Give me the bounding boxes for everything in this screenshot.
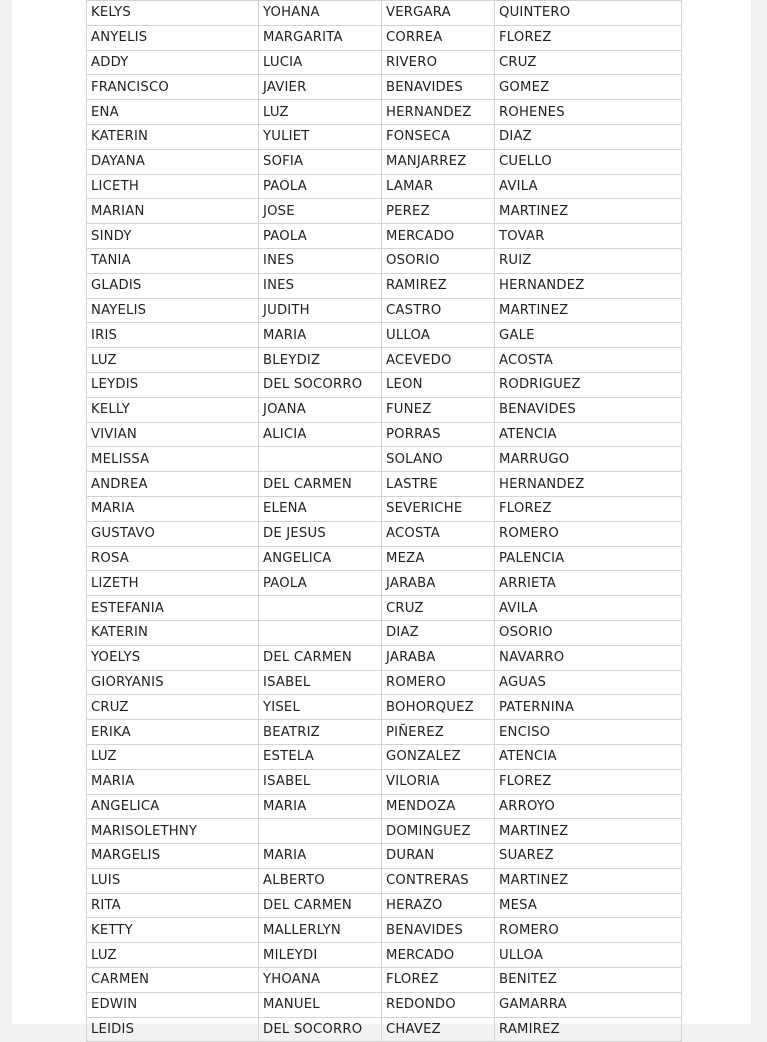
- table-row: [87, 521, 682, 546]
- table-row: [87, 248, 682, 273]
- table-row: [87, 397, 682, 422]
- table-row: [87, 124, 682, 149]
- first-name-cell: ROSA: [87, 546, 259, 571]
- second-surname-cell: PALENCIA: [495, 546, 682, 571]
- first-name-cell: IRIS: [87, 323, 259, 348]
- table-row: [87, 174, 682, 199]
- middle-name-cell: MALLERLYN: [259, 918, 382, 943]
- table-row: [87, 323, 682, 348]
- middle-name-cell: DEL SOCORRO: [259, 372, 382, 397]
- first-name-cell: VIVIAN: [87, 422, 259, 447]
- middle-name-cell: YOHANA: [259, 1, 382, 26]
- first-surname-cell: BENAVIDES: [382, 75, 495, 100]
- first-name-cell: ANYELIS: [87, 25, 259, 50]
- first-surname-cell: ACOSTA: [382, 521, 495, 546]
- first-surname-cell: SEVERICHE: [382, 496, 495, 521]
- table-row: [87, 744, 682, 769]
- table-row: [87, 571, 682, 596]
- second-surname-cell: MARTINEZ: [495, 819, 682, 844]
- second-surname-cell: AGUAS: [495, 670, 682, 695]
- table-row: [87, 1, 682, 26]
- middle-name-cell: INES: [259, 273, 382, 298]
- first-name-cell: ERIKA: [87, 720, 259, 745]
- table-row: [87, 992, 682, 1017]
- first-surname-cell: BENAVIDES: [382, 918, 495, 943]
- table-row: [87, 472, 682, 497]
- table-row: [87, 100, 682, 125]
- middle-name-cell: MARIA: [259, 844, 382, 869]
- first-surname-cell: LAMAR: [382, 174, 495, 199]
- second-surname-cell: ATENCIA: [495, 422, 682, 447]
- first-surname-cell: SOLANO: [382, 447, 495, 472]
- first-surname-cell: ACEVEDO: [382, 348, 495, 373]
- second-surname-cell: ROMERO: [495, 918, 682, 943]
- table-row: [87, 670, 682, 695]
- second-surname-cell: RAMIREZ: [495, 1017, 682, 1042]
- middle-name-cell: MARGARITA: [259, 25, 382, 50]
- middle-name-cell: MANUEL: [259, 992, 382, 1017]
- second-surname-cell: CRUZ: [495, 50, 682, 75]
- first-surname-cell: REDONDO: [382, 992, 495, 1017]
- first-name-cell: KATERIN: [87, 124, 259, 149]
- middle-name-cell: BLEYDIZ: [259, 348, 382, 373]
- first-surname-cell: BOHORQUEZ: [382, 695, 495, 720]
- middle-name-cell: ANGELICA: [259, 546, 382, 571]
- table-row: [87, 1017, 682, 1042]
- first-name-cell: ANDREA: [87, 472, 259, 497]
- table-row: [87, 372, 682, 397]
- middle-name-cell: JAVIER: [259, 75, 382, 100]
- middle-name-cell: [259, 819, 382, 844]
- middle-name-cell: YHOANA: [259, 968, 382, 993]
- first-name-cell: LICETH: [87, 174, 259, 199]
- middle-name-cell: ESTELA: [259, 744, 382, 769]
- first-surname-cell: CORREA: [382, 25, 495, 50]
- table-row: [87, 422, 682, 447]
- first-surname-cell: DURAN: [382, 844, 495, 869]
- second-surname-cell: OSORIO: [495, 620, 682, 645]
- second-surname-cell: GOMEZ: [495, 75, 682, 100]
- first-name-cell: LUIS: [87, 868, 259, 893]
- first-name-cell: RITA: [87, 893, 259, 918]
- first-name-cell: SINDY: [87, 224, 259, 249]
- first-surname-cell: CRUZ: [382, 596, 495, 621]
- first-name-cell: DAYANA: [87, 149, 259, 174]
- table-row: [87, 348, 682, 373]
- document-page: [12, 0, 751, 1038]
- middle-name-cell: MARIA: [259, 794, 382, 819]
- second-surname-cell: SUAREZ: [495, 844, 682, 869]
- table-row: [87, 893, 682, 918]
- first-name-cell: KELYS: [87, 1, 259, 26]
- first-name-cell: LUZ: [87, 348, 259, 373]
- first-surname-cell: MENDOZA: [382, 794, 495, 819]
- table-row: [87, 794, 682, 819]
- middle-name-cell: YULIET: [259, 124, 382, 149]
- first-name-cell: NAYELIS: [87, 298, 259, 323]
- table-row: [87, 918, 682, 943]
- first-name-cell: LUZ: [87, 943, 259, 968]
- first-name-cell: GLADIS: [87, 273, 259, 298]
- middle-name-cell: JOSE: [259, 199, 382, 224]
- first-surname-cell: PIÑEREZ: [382, 720, 495, 745]
- second-surname-cell: MARTINEZ: [495, 298, 682, 323]
- second-surname-cell: TOVAR: [495, 224, 682, 249]
- second-surname-cell: FLOREZ: [495, 25, 682, 50]
- middle-name-cell: DE JESUS: [259, 521, 382, 546]
- middle-name-cell: DEL CARMEN: [259, 645, 382, 670]
- names-table: [86, 0, 682, 1042]
- table-row: [87, 273, 682, 298]
- first-surname-cell: ULLOA: [382, 323, 495, 348]
- first-surname-cell: VERGARA: [382, 1, 495, 26]
- table-row: [87, 199, 682, 224]
- middle-name-cell: JOANA: [259, 397, 382, 422]
- second-surname-cell: GALE: [495, 323, 682, 348]
- table-row: [87, 224, 682, 249]
- second-surname-cell: MARTINEZ: [495, 868, 682, 893]
- first-name-cell: LIZETH: [87, 571, 259, 596]
- first-name-cell: MELISSA: [87, 447, 259, 472]
- middle-name-cell: DEL SOCORRO: [259, 1017, 382, 1042]
- first-name-cell: MARIA: [87, 769, 259, 794]
- second-surname-cell: HERNANDEZ: [495, 472, 682, 497]
- middle-name-cell: DEL CARMEN: [259, 472, 382, 497]
- second-surname-cell: ROMERO: [495, 521, 682, 546]
- first-surname-cell: CHAVEZ: [382, 1017, 495, 1042]
- first-surname-cell: MEZA: [382, 546, 495, 571]
- second-surname-cell: QUINTERO: [495, 1, 682, 26]
- table-row: [87, 620, 682, 645]
- first-name-cell: KATERIN: [87, 620, 259, 645]
- first-surname-cell: OSORIO: [382, 248, 495, 273]
- first-surname-cell: RAMIREZ: [382, 273, 495, 298]
- first-surname-cell: PEREZ: [382, 199, 495, 224]
- table-row: [87, 819, 682, 844]
- second-surname-cell: RODRIGUEZ: [495, 372, 682, 397]
- middle-name-cell: MARIA: [259, 323, 382, 348]
- second-surname-cell: ARRIETA: [495, 571, 682, 596]
- middle-name-cell: SOFIA: [259, 149, 382, 174]
- first-name-cell: LUZ: [87, 744, 259, 769]
- first-surname-cell: CONTRERAS: [382, 868, 495, 893]
- table-row: [87, 447, 682, 472]
- first-surname-cell: FONSECA: [382, 124, 495, 149]
- second-surname-cell: ATENCIA: [495, 744, 682, 769]
- first-name-cell: MARGELIS: [87, 844, 259, 869]
- first-name-cell: KETTY: [87, 918, 259, 943]
- second-surname-cell: ACOSTA: [495, 348, 682, 373]
- second-surname-cell: DIAZ: [495, 124, 682, 149]
- table-row: [87, 496, 682, 521]
- table-row: [87, 695, 682, 720]
- middle-name-cell: [259, 596, 382, 621]
- first-name-cell: TANIA: [87, 248, 259, 273]
- second-surname-cell: FLOREZ: [495, 769, 682, 794]
- first-name-cell: ESTEFANIA: [87, 596, 259, 621]
- second-surname-cell: RUIZ: [495, 248, 682, 273]
- first-surname-cell: VILORIA: [382, 769, 495, 794]
- first-surname-cell: FLOREZ: [382, 968, 495, 993]
- first-name-cell: MARIA: [87, 496, 259, 521]
- first-surname-cell: PORRAS: [382, 422, 495, 447]
- middle-name-cell: MILEYDI: [259, 943, 382, 968]
- table-row: [87, 769, 682, 794]
- table-row: [87, 943, 682, 968]
- middle-name-cell: PAOLA: [259, 571, 382, 596]
- second-surname-cell: BENITEZ: [495, 968, 682, 993]
- second-surname-cell: HERNANDEZ: [495, 273, 682, 298]
- first-surname-cell: JARABA: [382, 645, 495, 670]
- second-surname-cell: ROHENES: [495, 100, 682, 125]
- first-name-cell: EDWIN: [87, 992, 259, 1017]
- second-surname-cell: MARRUGO: [495, 447, 682, 472]
- middle-name-cell: PAOLA: [259, 224, 382, 249]
- first-surname-cell: CASTRO: [382, 298, 495, 323]
- first-name-cell: FRANCISCO: [87, 75, 259, 100]
- table-row: [87, 546, 682, 571]
- first-surname-cell: ROMERO: [382, 670, 495, 695]
- first-surname-cell: MANJARREZ: [382, 149, 495, 174]
- first-name-cell: LEIDIS: [87, 1017, 259, 1042]
- first-surname-cell: LASTRE: [382, 472, 495, 497]
- middle-name-cell: ELENA: [259, 496, 382, 521]
- second-surname-cell: ULLOA: [495, 943, 682, 968]
- table-row: [87, 720, 682, 745]
- first-surname-cell: MERCADO: [382, 943, 495, 968]
- table-row: [87, 298, 682, 323]
- first-name-cell: CARMEN: [87, 968, 259, 993]
- first-name-cell: ANGELICA: [87, 794, 259, 819]
- table-row: [87, 645, 682, 670]
- middle-name-cell: [259, 620, 382, 645]
- second-surname-cell: BENAVIDES: [495, 397, 682, 422]
- first-surname-cell: HERAZO: [382, 893, 495, 918]
- second-surname-cell: MESA: [495, 893, 682, 918]
- first-name-cell: ADDY: [87, 50, 259, 75]
- first-surname-cell: DOMINGUEZ: [382, 819, 495, 844]
- table-row: [87, 844, 682, 869]
- middle-name-cell: YISEL: [259, 695, 382, 720]
- first-surname-cell: FUNEZ: [382, 397, 495, 422]
- second-surname-cell: NAVARRO: [495, 645, 682, 670]
- first-name-cell: GIORYANIS: [87, 670, 259, 695]
- middle-name-cell: ISABEL: [259, 670, 382, 695]
- second-surname-cell: GAMARRA: [495, 992, 682, 1017]
- middle-name-cell: ALICIA: [259, 422, 382, 447]
- first-name-cell: MARIAN: [87, 199, 259, 224]
- first-name-cell: KELLY: [87, 397, 259, 422]
- middle-name-cell: PAOLA: [259, 174, 382, 199]
- middle-name-cell: INES: [259, 248, 382, 273]
- second-surname-cell: PATERNINA: [495, 695, 682, 720]
- first-surname-cell: JARABA: [382, 571, 495, 596]
- second-surname-cell: ENCISO: [495, 720, 682, 745]
- table-row: [87, 968, 682, 993]
- first-name-cell: CRUZ: [87, 695, 259, 720]
- table-row: [87, 25, 682, 50]
- table-row: [87, 50, 682, 75]
- first-surname-cell: MERCADO: [382, 224, 495, 249]
- first-name-cell: GUSTAVO: [87, 521, 259, 546]
- first-surname-cell: RIVERO: [382, 50, 495, 75]
- table-row: [87, 149, 682, 174]
- middle-name-cell: DEL CARMEN: [259, 893, 382, 918]
- first-name-cell: ENA: [87, 100, 259, 125]
- table-row: [87, 75, 682, 100]
- second-surname-cell: FLOREZ: [495, 496, 682, 521]
- first-surname-cell: LEON: [382, 372, 495, 397]
- middle-name-cell: JUDITH: [259, 298, 382, 323]
- table-row: [87, 868, 682, 893]
- second-surname-cell: AVILA: [495, 596, 682, 621]
- middle-name-cell: ALBERTO: [259, 868, 382, 893]
- middle-name-cell: LUZ: [259, 100, 382, 125]
- first-surname-cell: GONZALEZ: [382, 744, 495, 769]
- middle-name-cell: [259, 447, 382, 472]
- first-name-cell: YOELYS: [87, 645, 259, 670]
- second-surname-cell: CUELLO: [495, 149, 682, 174]
- second-surname-cell: MARTINEZ: [495, 199, 682, 224]
- first-name-cell: LEYDIS: [87, 372, 259, 397]
- first-surname-cell: HERNANDEZ: [382, 100, 495, 125]
- names-table-body: [87, 1, 682, 1042]
- middle-name-cell: ISABEL: [259, 769, 382, 794]
- table-row: [87, 596, 682, 621]
- first-surname-cell: DIAZ: [382, 620, 495, 645]
- second-surname-cell: ARROYO: [495, 794, 682, 819]
- first-name-cell: MARISOLETHNY: [87, 819, 259, 844]
- middle-name-cell: LUCIA: [259, 50, 382, 75]
- second-surname-cell: AVILA: [495, 174, 682, 199]
- middle-name-cell: BEATRIZ: [259, 720, 382, 745]
